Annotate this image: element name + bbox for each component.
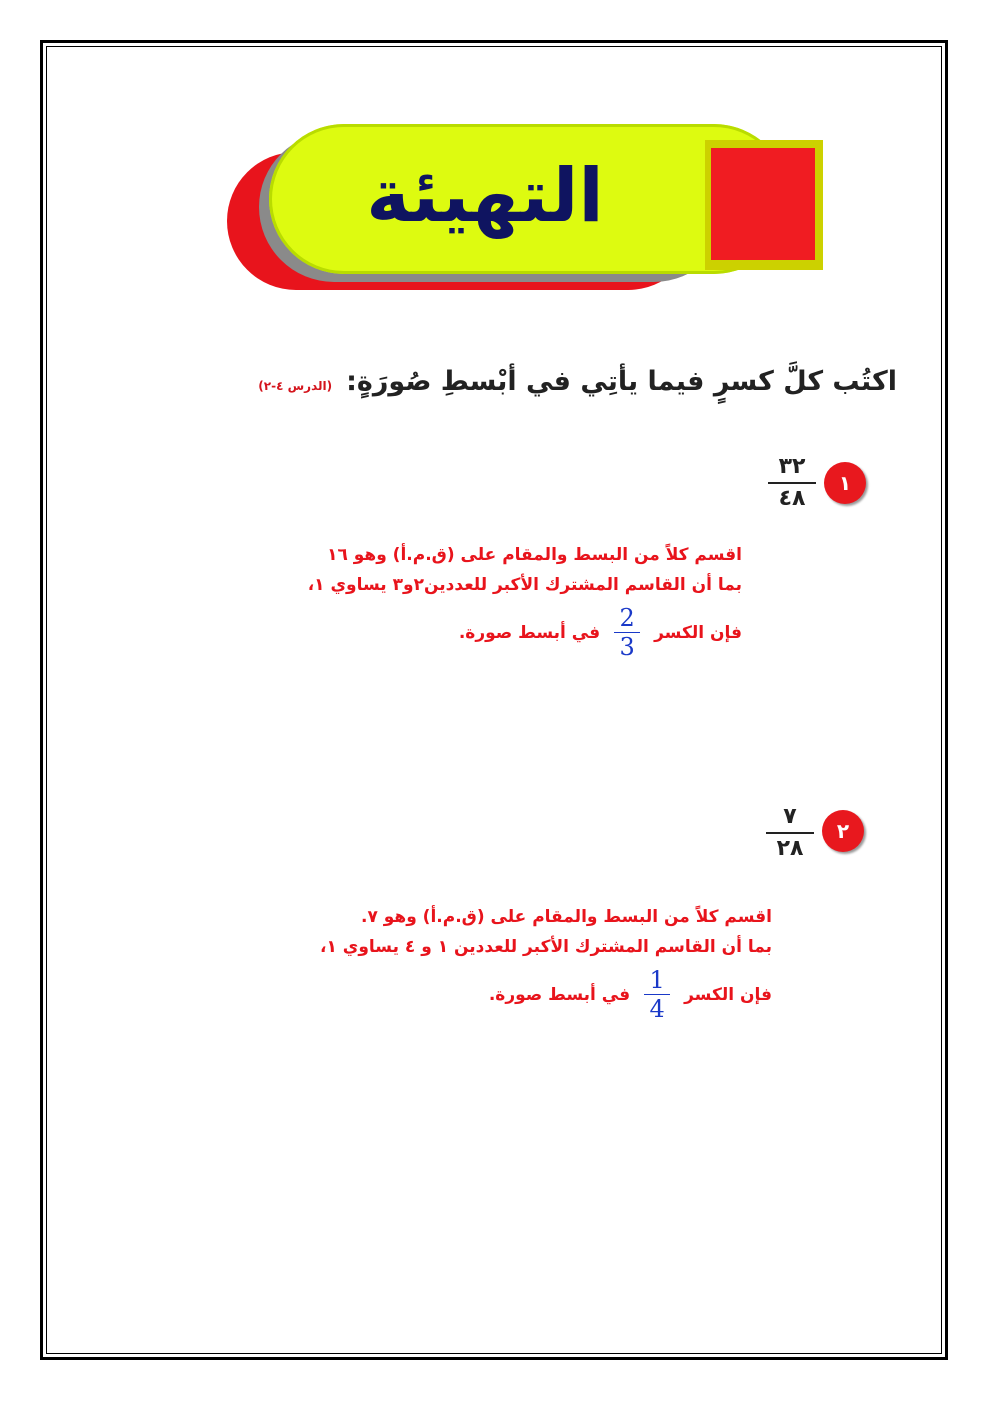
result-denominator: 3 xyxy=(619,633,635,661)
fraction-numerator: ٣٢ xyxy=(778,454,806,479)
result-prefix: فإن الكسر xyxy=(684,984,772,1005)
fraction-denominator: ٢٨ xyxy=(776,836,804,861)
solution-block xyxy=(252,902,772,1021)
result-fraction xyxy=(614,606,640,659)
problem-fraction xyxy=(764,452,820,514)
solution-block xyxy=(242,540,742,659)
solution-result-line xyxy=(252,968,772,1021)
solution-line-1: اقسم كلاً من البسط والمقام على (ق.م.أ) وهو ٧. xyxy=(360,907,772,927)
result-fraction xyxy=(644,968,670,1021)
instruction-text: اكتُب كلَّ كسرٍ فيما يأتِي في أبْسطِ صُورَةٍ: xyxy=(346,366,897,397)
fraction-numerator: ٧ xyxy=(783,804,797,829)
lesson-reference: (الدرس ٤-٢) xyxy=(258,379,333,393)
result-suffix: في أبسط صورة. xyxy=(488,984,631,1005)
fraction-denominator: ٤٨ xyxy=(778,486,806,511)
result-denominator: 4 xyxy=(649,995,665,1023)
result-suffix: في أبسط صورة. xyxy=(458,622,601,643)
section-banner xyxy=(225,108,825,308)
problem-number-badge: ٢ xyxy=(822,810,864,852)
solution-line-2: بما أن القاسم المشترك الأكبر للعددين٢و٣ يساوي ١، xyxy=(307,575,742,595)
solution-result-line xyxy=(242,606,742,659)
result-numerator: 2 xyxy=(619,604,635,632)
result-numerator: 1 xyxy=(649,966,665,994)
solution-line-1: اقسم كلاً من البسط والمقام على (ق.م.أ) وهو ١٦ xyxy=(327,545,742,565)
problem-number-badge: ١ xyxy=(824,462,866,504)
solution-line-2: بما أن القاسم المشترك الأكبر للعددين ١ و ٤ يساوي ١، xyxy=(319,937,772,957)
banner-title: التهيئة xyxy=(366,153,604,239)
banner-red-square xyxy=(711,148,815,260)
exercise-instruction xyxy=(258,366,897,397)
problem-fraction xyxy=(762,802,818,864)
result-prefix: فإن الكسر xyxy=(654,622,742,643)
